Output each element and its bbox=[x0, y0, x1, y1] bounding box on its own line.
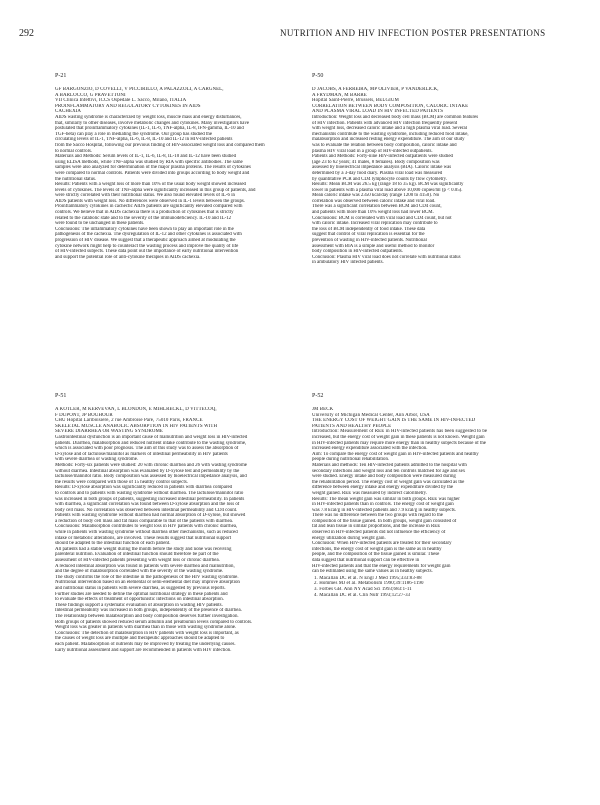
text-line: levels of cytokines. The levels of TNF-alpha were significantly increased in this group of patients, and bbox=[55, 187, 256, 193]
text-line: circulating levels of IL-1, TNF-alpha, IL-6, IL-8, IL-10 and IL-12 in HIV-infected patients bbox=[55, 137, 233, 143]
text-line: Conclusions: The detection of malabsorption in HIV patients with weight loss is important, as bbox=[55, 630, 239, 636]
text-line: HIV-infected patients and that the energy requirements for weight gain bbox=[312, 563, 451, 569]
text-line: assessment with BIA is a simple and useful method to monitor bbox=[312, 243, 435, 249]
reference-item: 4. Macallan DC et al. Clin Nutr 1993;12:27-33 bbox=[314, 592, 411, 598]
text-line: Introduction: Measurement of REE in HIV-infected patients has been suggested to be bbox=[312, 429, 488, 435]
abstract-p21 bbox=[55, 73, 321, 260]
abstract-body bbox=[55, 87, 321, 260]
text-line: intake or metabolic alterations, are involved. These results suggest that nutritional support bbox=[55, 535, 232, 541]
abstract-id: P-21 bbox=[55, 73, 67, 79]
text-line: (age 23 to 62 years; 41 males, 8 females). Body composition was bbox=[312, 159, 440, 165]
text-line: Conclusions: Malabsorption contributes to weight loss in HIV patients with chronic diarrhea, bbox=[55, 524, 238, 530]
text-line: Both groups of patients showed reduced serum albumin and prealbumin levels compared to controls. bbox=[55, 619, 253, 625]
text-line: VII Clinica Infettivi, ICCS Ospedale L. Sacco, Milano, ITALIA bbox=[55, 98, 187, 104]
text-line: Materials and Methods: Serum levels of IL-1, IL-6, IL-8, IL-10 and IL-12 have been studied bbox=[55, 154, 237, 160]
text-line: which is associated with poor prognosis. The aim of this study was to assess the absorption of bbox=[55, 446, 239, 452]
text-line: plasma HIV viral load in a group of HIV-infected outpatients. bbox=[312, 148, 433, 154]
text-line: energy utilization during weight gain. bbox=[312, 535, 386, 541]
text-line: The relationship between malabsorption and body composition deserves further investigation. bbox=[55, 613, 239, 619]
text-line: Proinflammatory cytokines in cachectic AIDS patients are significantly elevated compared with bbox=[55, 204, 243, 210]
abstract-p50 bbox=[312, 73, 578, 266]
text-line: body composition in HIV-infected outpatients. bbox=[312, 249, 403, 255]
text-line: Aim: To compare the energy cost of weight gain in HIV-infected patients and healthy bbox=[312, 451, 479, 457]
text-line: can be estimated using the same values as in healthy subjects. bbox=[312, 569, 433, 575]
text-line: to evaluate the effects of treatment of opportunistic infections on intestinal absorption. bbox=[55, 597, 224, 603]
text-line: Hopital Saint-Pierre, Brussels, BELGIUM bbox=[312, 98, 399, 104]
abstract-p52 bbox=[312, 393, 578, 598]
text-line: correlation was observed between caloric intake and viral load. bbox=[312, 198, 436, 204]
text-line: pathogenesis of the cachexia. The dysregulation of IL-12 and other cytokines is associated with bbox=[55, 232, 242, 238]
text-line: controls. We believe that in AIDS cachexia there is a production of cytokines that is strictly bbox=[55, 210, 234, 216]
text-line: the rehabilitation period. The energy cost of weight gain was calculated as the bbox=[312, 479, 465, 485]
text-line: lower in patients with a plasma viral load above 10,000 copies/ml (p < 0.05). bbox=[312, 187, 463, 193]
text-line: All patients had a stable weight during the month before the study and none was receiving bbox=[55, 546, 232, 552]
text-line: These findings support a systematic evaluation of absorption in wasting HIV patients. bbox=[55, 602, 223, 608]
reference-list bbox=[312, 576, 578, 598]
text-line: postulated that proinflammatory cytokines (IL-1, IL-6, TNF-alpha, IL-8, IFN-gamma, IL-10 and bbox=[55, 126, 244, 132]
text-line: by quantitative PCR and CD4 lymphocyte counts by flow cytometry. bbox=[312, 176, 447, 182]
text-line: in HIV-infected patients than in controls. The energy cost of weight gain bbox=[312, 502, 454, 508]
text-line: AIDS patients with weight loss. No differences were observed in IL-1 levels between the groups. bbox=[55, 198, 246, 204]
text-line: body cell mass. No correlation was observed between intestinal permeability and CD4 count. bbox=[55, 507, 238, 513]
text-line: Nutritional intervention based on an elemental or semi-elemental diet may improve absorption bbox=[55, 580, 240, 586]
text-line: A reduced intestinal absorption was found in patients with severe diarrhea and malnutrition, bbox=[55, 563, 235, 569]
text-line: using ELISA methods, while TNF-alpha was studied by RIA with specific antibodies. The same bbox=[55, 159, 243, 165]
text-line: SEVERE DIARRHEA OR WASTING SYNDROME bbox=[55, 429, 164, 435]
text-line: from the Sacco Hospital, following our previous finding of HIV-associated weight loss and compared them bbox=[55, 142, 265, 148]
text-line: Introduction: Weight loss and decreased body cell mass (BCM) are common features bbox=[312, 114, 479, 120]
text-line: the loss of BCM independently of food intake. These data bbox=[312, 226, 426, 232]
text-line: lactulose/mannitol ratio. Body composition was assessed by bioelectrical impedance analysis, and bbox=[55, 474, 247, 480]
text-line: the nutritional status. bbox=[55, 176, 97, 182]
text-line: Early nutritional assessment and support are recommended in patients with HIV infection. bbox=[55, 647, 232, 653]
text-line: to controls and to patients with wasting syndrome without diarrhea. The lactulose/mannitol ratio bbox=[55, 490, 244, 496]
text-line: D JACOBS, A FERREIRA, MP OLIVIER, P VANDERLICK, bbox=[312, 87, 439, 92]
text-line: A FRYDMAN, M BARRE bbox=[312, 92, 367, 98]
text-line: AND PLASMA VIRAL LOAD IN HIV INFECTED PATIENTS bbox=[312, 109, 444, 115]
text-line: prevention of wasting in HIV-infected patients. Nutritional bbox=[312, 238, 427, 244]
abstract-id: P-51 bbox=[55, 393, 67, 399]
text-line: infections, the energy cost of weight gain is the same as in healthy bbox=[312, 546, 442, 552]
text-line: was to evaluate the relation between body composition, caloric intake and bbox=[312, 142, 457, 148]
abstract-body bbox=[312, 407, 578, 575]
text-line: progression of HIV disease. We suggest that a therapeutic approach aimed at modulating the bbox=[55, 238, 236, 244]
text-line: SKELETAL MUSCLE ANABOLIC ABSORPTION IN HIV PATIENTS WITH bbox=[55, 423, 218, 429]
text-line: Conclusion: Plasma HIV viral load does not correlate with nutritional status bbox=[312, 254, 461, 260]
text-line: The study confirms the role of the intestine in the pathogenesis of the HIV wasting syndrome. bbox=[55, 574, 239, 580]
text-line: observed in HIV-infected patients did not influence the efficiency of bbox=[312, 530, 446, 536]
text-line: increased energy expenditure associated with the infection. bbox=[312, 446, 428, 452]
text-line: CORRELATION BETWEEN BODY COMPOSITION, CALORIC INTAKE bbox=[312, 103, 469, 109]
text-line: Results: D-xylose absorption was significantly reduced in patients with diarrhea compared bbox=[55, 485, 233, 491]
text-line: Conclusions: BCM is correlated with viral load and CD4 count, but not bbox=[312, 215, 452, 221]
text-line: suggest that control of viral replication is essential for the bbox=[312, 232, 425, 238]
running-head: NUTRITION AND HIV INFECTION POSTER PRESENTATIONS bbox=[280, 28, 546, 38]
text-line: to normal controls. bbox=[55, 148, 93, 154]
text-line: Materials and methods: Ten HIV-infected patients admitted to the hospital with bbox=[312, 462, 467, 468]
text-line: of HIV infection. Patients with advanced HIV infection frequently present bbox=[312, 120, 458, 126]
text-line: with caloric intake. Increased viral replication may contribute to bbox=[312, 221, 438, 227]
text-line: determined by a 3-day food diary. Plasma viral load was measured bbox=[312, 170, 443, 176]
text-line: Results: Mean BCM was 26.5 kg (range 18 to 35 kg). BCM was significantly bbox=[312, 182, 464, 188]
abstract-id: P-52 bbox=[312, 393, 324, 399]
text-line: with weight loss, decreased caloric intake and a high plasma viral load. Several bbox=[312, 126, 468, 132]
text-line: and patients with more than 10% weight loss had lower BCM. bbox=[312, 210, 434, 216]
reference-item: 3. Forbes GB. Ann NY Acad Sci 1993;683:1-11 bbox=[314, 587, 412, 592]
text-line: with severe diarrhea or wasting syndrome. bbox=[55, 457, 139, 463]
text-line: patients. Diarrhea, malabsorption and reduced nutrient intake contribute to the wasting syndrome, bbox=[55, 440, 247, 446]
reference-item: 1. Macallan DC et al. N Engl J Med 1995;333:83-88 bbox=[314, 575, 422, 581]
text-line: There was no difference between the two groups with regard to the bbox=[312, 513, 443, 519]
text-line: while in patients with wasting syndrome without diarrhea other mechanisms, such as reduced bbox=[55, 530, 238, 536]
text-line: Conclusion: When HIV-infected patients are treated for their secondary bbox=[312, 541, 452, 547]
text-line: was 7.8 kcal/g in HIV-infected patients and 7.9 kcal/g in healthy subjects. bbox=[312, 507, 457, 513]
text-line: PATIENTS AND HEALTHY PEOPLE bbox=[312, 423, 392, 429]
text-line: were compared to normal controls. Patients were divided into groups according to body weight and bbox=[55, 170, 250, 176]
text-line: should be adapted to the intestinal function of each patient. bbox=[55, 541, 171, 547]
text-line: that, similarly to other diseases, involve metabolic changes and cytokines. Many investigators have bbox=[55, 120, 250, 126]
text-line: malabsorption and increased resting energy expenditure. The aim of our study bbox=[312, 137, 465, 143]
text-line: were strictly correlated with their nutritional status. We also found elevated levels of IL-6 in bbox=[55, 193, 236, 199]
abstract-body bbox=[312, 87, 578, 266]
text-line: JM BECK bbox=[312, 407, 334, 412]
text-line: with diarrhea, a significant correlation was found between D-xylose absorption and the loss of bbox=[55, 502, 240, 508]
text-line: F DUPONT, JP BOUHOUR bbox=[55, 412, 113, 418]
text-line: and the degree of malabsorption correlated with the severity of the wasting syndrome. bbox=[55, 569, 224, 575]
text-line: THE ENERGY COST OF WEIGHT GAIN IS THE SAME IN HIV-INFECTED bbox=[312, 418, 476, 424]
text-line: the causes of weight loss are multiple and therapeutic approaches should be adapted to bbox=[55, 636, 225, 642]
text-line: parenteral nutrition. Evaluation of intestinal function should therefore be part of the bbox=[55, 552, 219, 558]
text-line: GF BARGONZIO, D COVELLI, V PICCIRILLO, A PALAZZOLI, A CARGNEL, bbox=[55, 87, 224, 92]
text-line: University of Michigan Medical Center, Ann Arbor, USA bbox=[312, 412, 430, 418]
text-line: weight gained. REE was measured by indirect calorimetry. bbox=[312, 490, 427, 496]
text-line: without diarrhea. Intestinal absorption was evaluated by D-xylose test and permeability by the bbox=[55, 468, 240, 474]
text-line: TGF-beta) can play a role in mediating the syndrome. Our group has studied the bbox=[55, 131, 213, 137]
text-line: assessment of HIV-infected patients presenting with weight loss or chronic diarrhea. bbox=[55, 558, 220, 564]
text-line: Weight loss was greater in patients with diarrhea than in those with wasting syndrome alone. bbox=[55, 625, 237, 631]
text-line: in HIV-infected patients may require more energy than in healthy subjects because of the bbox=[312, 440, 486, 446]
text-line: CACHEXIA bbox=[55, 109, 82, 115]
text-line: assessed by bioelectrical impedance analysis (BIA). Caloric intake was bbox=[312, 165, 452, 171]
abstract-id: P-50 bbox=[312, 73, 324, 79]
text-line: Patients with wasting syndrome without diarrhea had normal absorption of D-xylose, but showed bbox=[55, 513, 246, 519]
text-line: Gastrointestinal dysfunction is an important cause of malnutrition and weight loss in HIV-infected bbox=[55, 434, 248, 440]
text-line: Intestinal permeability was increased in both groups, independently of the presence of diarrhea. bbox=[55, 608, 242, 614]
text-line: PROINFLAMMATORY AND REGULATORY CYTOKINES IN AIDS bbox=[55, 103, 201, 109]
text-line: data suggest that nutritional support can be effective in bbox=[312, 558, 420, 564]
text-line: A BARLOCCO, G PRAVETTONI bbox=[55, 92, 126, 98]
text-line: There was a significant correlation between BCM and CD4 count, bbox=[312, 204, 442, 210]
text-line: D-xylose and of lactulose/mannitol as markers of intestinal permeability in HIV patients bbox=[55, 451, 228, 457]
page-number: 292 bbox=[19, 28, 34, 39]
text-line: mechanisms contribute to the wasting syndrome, including reduced food intake, bbox=[312, 131, 469, 137]
text-line: a reduction of body cell mass and fat mass comparable to that of the patients with diarrhea. bbox=[55, 518, 234, 524]
text-line: Results: The mean weight gain was similar in both groups. REE was higher bbox=[312, 496, 460, 502]
text-line: Conclusions: The inflammatory cytokines have been shown to play an important role in the bbox=[55, 226, 234, 232]
text-line: difference between energy intake and energy expenditure divided by the bbox=[312, 485, 454, 491]
text-line: were studied. Energy intake and body composition were measured during bbox=[312, 474, 456, 480]
text-line: cytokine network might help to counteract the wasting process and improve the quality of life bbox=[55, 243, 239, 249]
text-line: A KOTLER, M KERVEVAN, L BLONDON, E MIHLRECKL, D VITTECOQ, bbox=[55, 407, 217, 412]
text-line: Results: Patients with a weight loss of more than 10% of the usual body weight showed increased bbox=[55, 182, 246, 188]
text-line: and nutritional status in patients with severe diarrhea, as suggested by previous reports. bbox=[55, 586, 226, 591]
text-line: were found to be unchanged in these patients. bbox=[55, 221, 145, 227]
text-line: composition of the tissue gained. In both groups, weight gain consisted of bbox=[312, 518, 457, 524]
text-line: increased, but the energy cost of weight gain in these patients is not known. Weight gain bbox=[312, 434, 485, 440]
text-line: CHU Hopital Lariboisiere, 2 rue Ambroise Pare, 75010 Paris, FRANCE bbox=[55, 418, 203, 424]
abstract-p51 bbox=[55, 393, 321, 653]
text-line: each patient. Malabsorption of nutrients may be improved by treating the underlying causes. bbox=[55, 641, 236, 647]
text-line: secondary infections and weight loss and ten controls matched for age and sex bbox=[312, 468, 466, 474]
text-line: people during nutritional rehabilitation. bbox=[312, 457, 390, 463]
abstract-body bbox=[55, 407, 321, 653]
text-line: people, and the composition of the tissue gained is similar. These bbox=[312, 552, 440, 558]
text-line: fat and lean tissue in similar proportions, and the increase in REE bbox=[312, 524, 441, 530]
text-line: was increased in both groups of patients, suggesting increased intestinal permeability. In patients bbox=[55, 496, 245, 502]
text-line: in ambulatory HIV infected patients. bbox=[312, 260, 384, 266]
text-line: Mean caloric intake was 2350 kcal/day (range 1200 to 4150). No bbox=[312, 193, 440, 199]
text-line: of HIV-infected subjects. These data point out the importance of early nutritional intervention bbox=[55, 249, 239, 255]
text-line: Patients and Methods: Forty-nine HIV-infected outpatients were studied bbox=[312, 154, 453, 160]
text-line: and support the potential role of anti-cytokine therapies in AIDS cachexia. bbox=[55, 254, 201, 260]
text-line: samples were also analyzed for determination of the major plasma proteins. The results of cytokines bbox=[55, 165, 251, 171]
reference-item: 2. Hommes MJ et al. Metabolism 1990;39:1186-1190 bbox=[314, 581, 424, 587]
text-line: Methods: Forty-six patients were studied: 20 with chronic diarrhea and 26 with wasting syndrome bbox=[55, 462, 247, 468]
text-line: related to the catabolic state and to the severity of the immunodeficiency. IL-10 and IL-12 bbox=[55, 215, 232, 221]
text-line: AIDS wasting syndrome is characterized by weight loss, muscle mass and energy disturbances, bbox=[55, 114, 242, 120]
text-line: the results were compared with those of 15 healthy control subjects. bbox=[55, 479, 188, 485]
text-line: Further studies are needed to define the optimal nutritional strategy in these patients and bbox=[55, 591, 228, 597]
